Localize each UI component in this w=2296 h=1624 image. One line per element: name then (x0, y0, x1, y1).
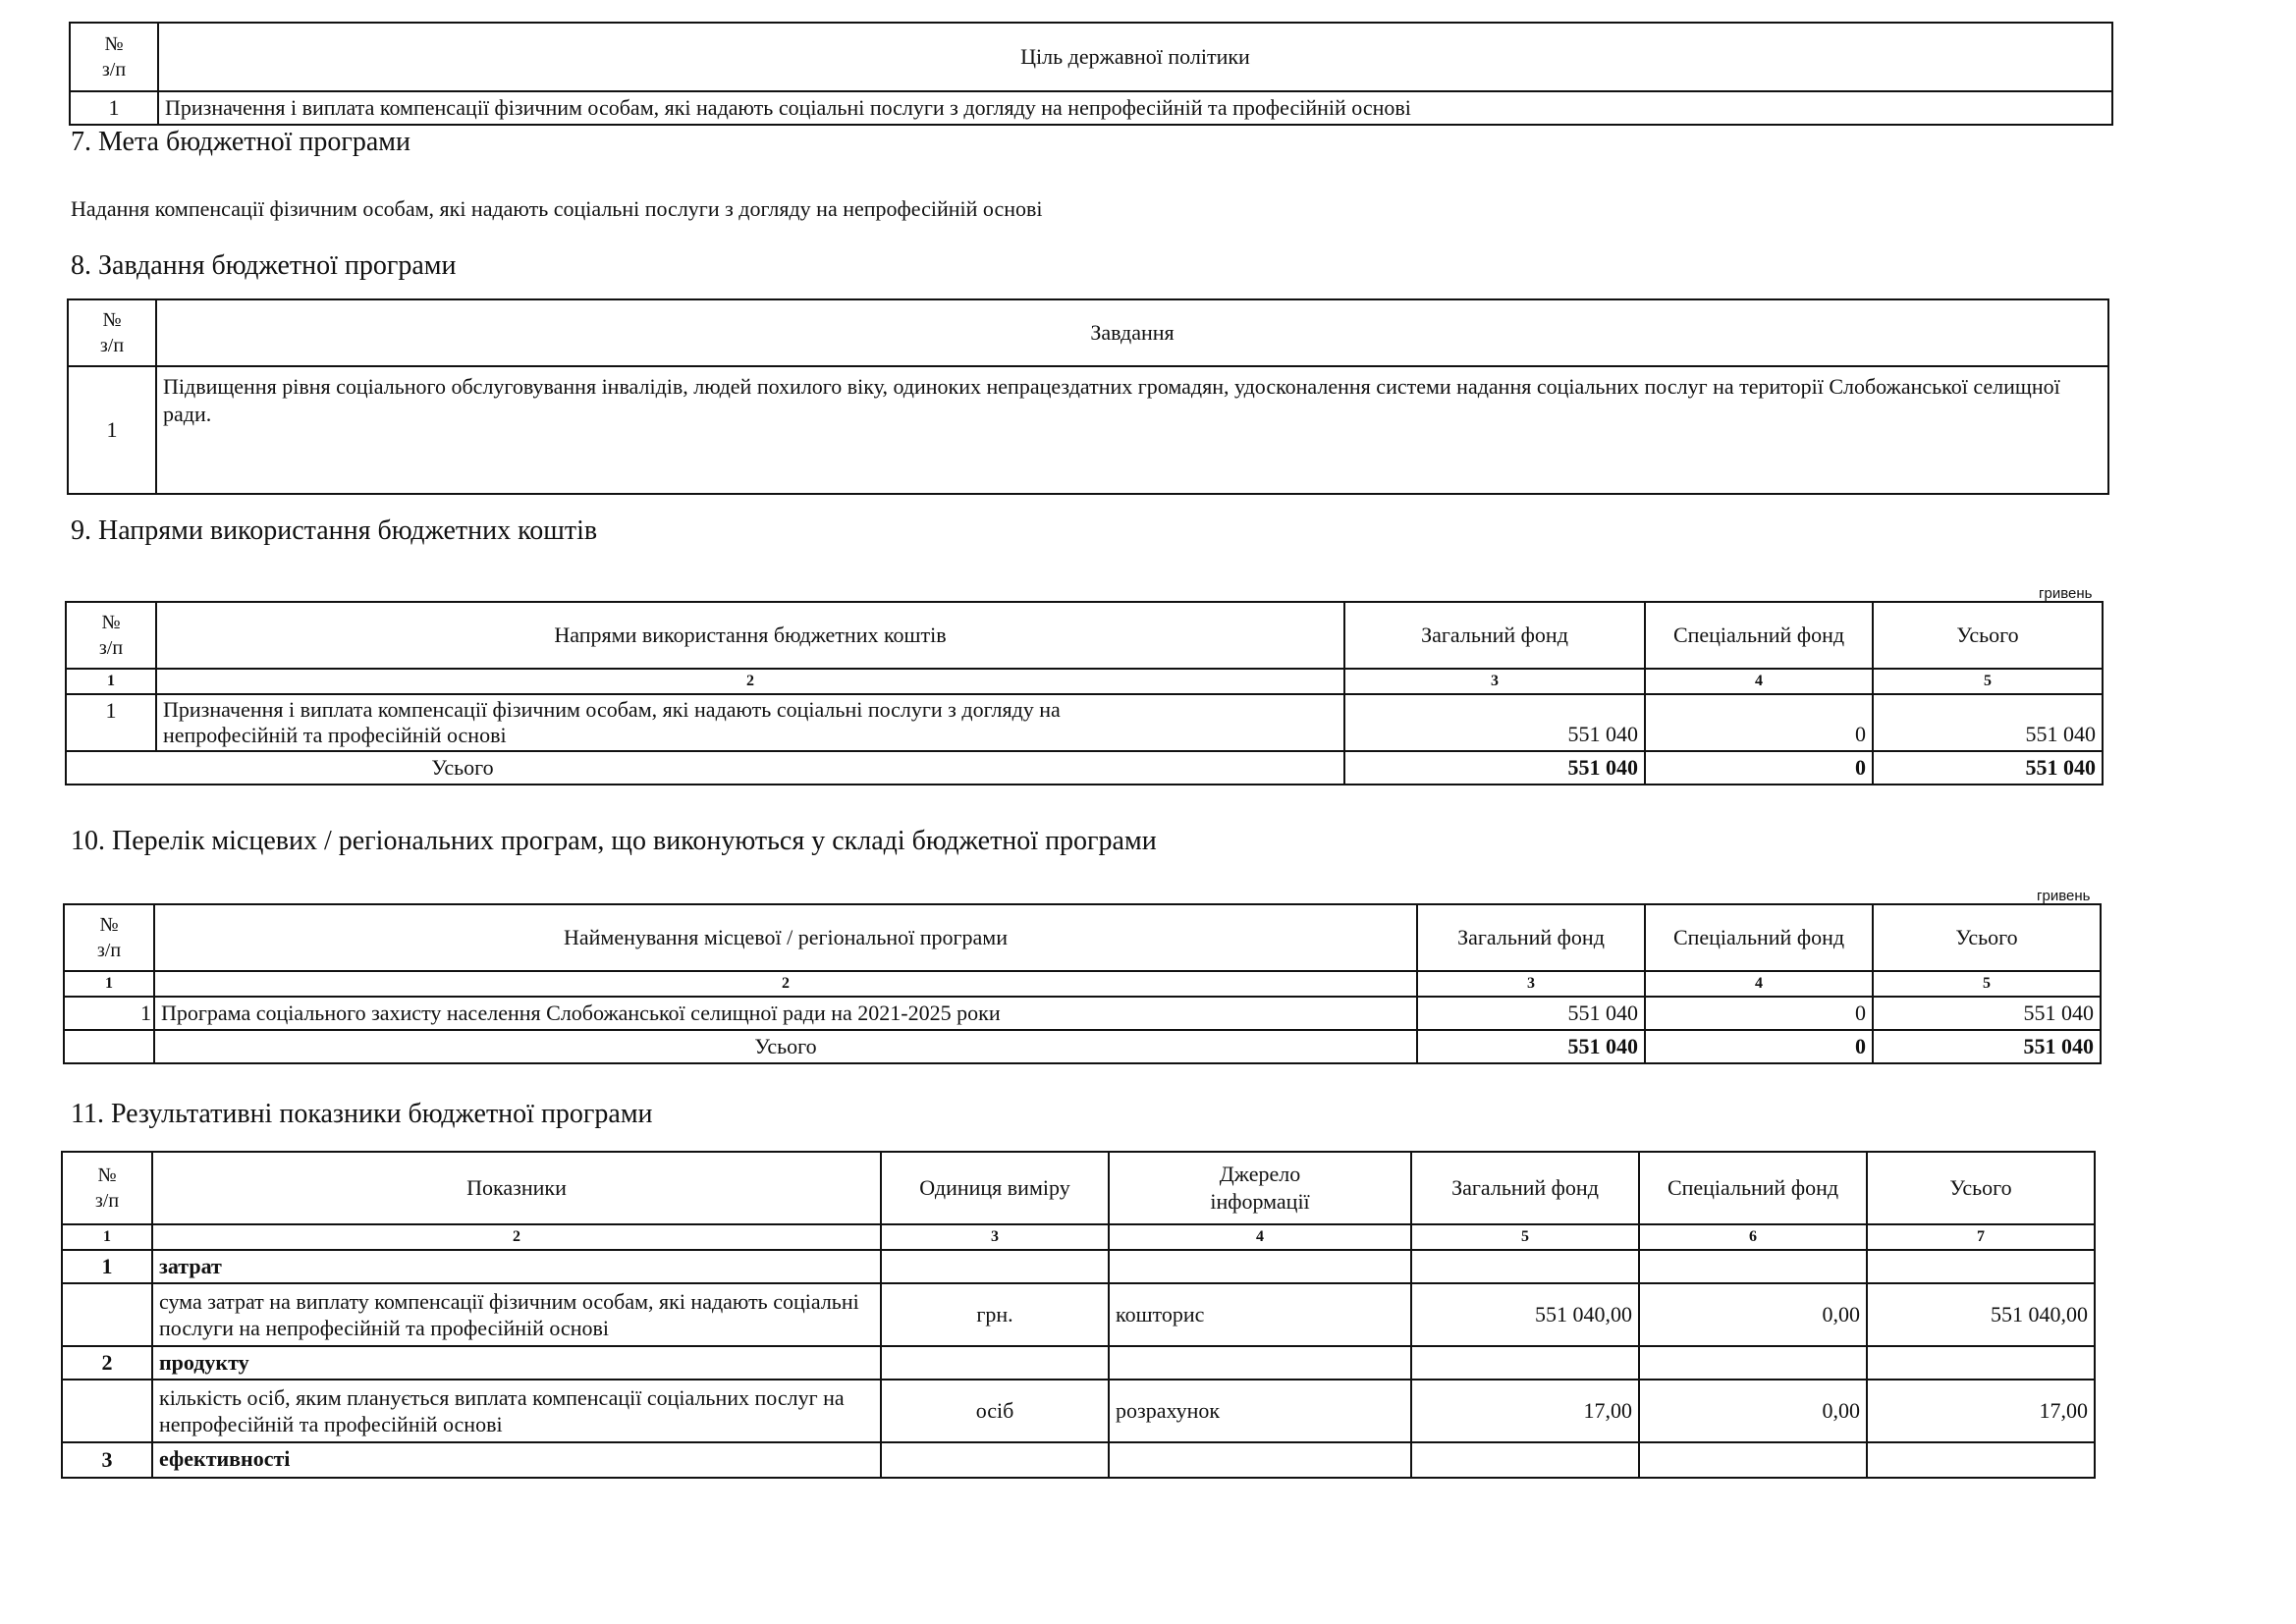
group-row (62, 1442, 2095, 1478)
col-number: 1 (64, 971, 154, 997)
col-number: 1 (66, 669, 156, 694)
total-no-cell (64, 1030, 154, 1063)
col-number: 5 (1411, 1224, 1639, 1250)
table-row (70, 91, 2112, 125)
row-total: 551 040 (1873, 997, 2101, 1030)
row-general-fund: 551 040 (1417, 997, 1645, 1030)
indicator-unit: осіб (881, 1380, 1109, 1442)
total-general-fund: 551 040 (1344, 751, 1645, 785)
col-number: 3 (1344, 669, 1645, 694)
group-name: затрат (152, 1250, 881, 1283)
total-total: 551 040 (1873, 1030, 2101, 1063)
col-number: 2 (156, 669, 1344, 694)
section-9-unit: гривень (2039, 585, 2093, 602)
section-10-title: 10. Перелік місцевих / регіональних програм, що виконуються у складі бюджетної програми (71, 826, 1157, 856)
indicator-source: кошторис (1109, 1283, 1411, 1346)
col-header-goal: Ціль державної політики (158, 23, 2112, 91)
indicator-general-fund: 551 040,00 (1411, 1283, 1639, 1346)
col-header-no: № з/п (64, 904, 154, 971)
col-header-special-fund: Спеціальний фонд (1645, 602, 1873, 669)
row-text: Підвищення рівня соціального обслуговування інвалідів, людей похилого віку, одиноких непрацездатних громадян, удосконалення системи надання соціальних послуг на території Слобожанської селищної ради. (156, 366, 2108, 494)
col-number: 4 (1109, 1224, 1411, 1250)
row-no: 1 (66, 694, 156, 751)
indicator-total: 551 040,00 (1867, 1283, 2095, 1346)
section-7-title: 7. Мета бюджетної програми (71, 127, 410, 157)
budget-directions-table (65, 601, 2104, 785)
col-header-direction: Напрями використання бюджетних коштів (156, 602, 1344, 669)
col-number: 5 (1873, 971, 2101, 997)
tasks-table (67, 298, 2109, 495)
col-number: 2 (152, 1224, 881, 1250)
group-no: 3 (62, 1442, 152, 1478)
row-total: 551 040 (1873, 694, 2103, 751)
row-text: Призначення і виплата компенсації фізичним особам, які надають соціальні послуги з догляду на непрофесійній та професійній основі (156, 694, 1344, 751)
col-header-general-fund: Загальний фонд (1344, 602, 1645, 669)
indicator-text: сума затрат на виплату компенсації фізичним особам, які надають соціальні послуги на непрофесійній та професійній основі (152, 1283, 881, 1346)
col-header-indicators: Показники (152, 1152, 881, 1224)
col-header-program-name: Найменування місцевої / регіональної програми (154, 904, 1417, 971)
row-special-fund: 0 (1645, 694, 1873, 751)
group-name: ефективності (152, 1442, 881, 1478)
table-row (66, 694, 2103, 751)
total-general-fund: 551 040 (1417, 1030, 1645, 1063)
indicator-total: 17,00 (1867, 1380, 2095, 1442)
section-11-title: 11. Результативні показники бюджетної програми (71, 1099, 653, 1129)
table-row (68, 366, 2108, 494)
table-row (64, 997, 2101, 1030)
col-header-total: Усього (1873, 602, 2103, 669)
col-header-no: № з/п (62, 1152, 152, 1224)
policy-goal-table (69, 22, 2113, 126)
row-no: 1 (64, 997, 154, 1030)
col-number: 3 (881, 1224, 1109, 1250)
indicator-text: кількість осіб, яким планується виплата компенсації соціальних послуг на непрофесійній та професійній основі (152, 1380, 881, 1442)
col-number: 2 (154, 971, 1417, 997)
indicator-special-fund: 0,00 (1639, 1283, 1867, 1346)
col-header-total: Усього (1873, 904, 2101, 971)
group-row (62, 1346, 2095, 1380)
group-name: продукту (152, 1346, 881, 1380)
indicator-unit: грн. (881, 1283, 1109, 1346)
col-header-unit: Одиниця виміру (881, 1152, 1109, 1224)
section-10-unit: гривень (2037, 888, 2091, 904)
group-no: 1 (62, 1250, 152, 1283)
row-no: 1 (68, 366, 156, 494)
col-number: 4 (1645, 971, 1873, 997)
row-text: Призначення і виплата компенсації фізичним особам, які надають соціальні послуги з догляду на непрофесійній та професійній основі (158, 91, 2112, 125)
total-special-fund: 0 (1645, 1030, 1873, 1063)
col-header-no: № з/п (70, 23, 158, 91)
col-header-no: № з/п (68, 299, 156, 366)
col-header-task: Завдання (156, 299, 2108, 366)
total-row (66, 751, 2103, 785)
column-numbers-row (66, 669, 2103, 694)
total-row (64, 1030, 2101, 1063)
group-no: 2 (62, 1346, 152, 1380)
indicator-source: розрахунок (1109, 1380, 1411, 1442)
col-header-total: Усього (1867, 1152, 2095, 1224)
indicator-general-fund: 17,00 (1411, 1380, 1639, 1442)
section-7-text: Надання компенсації фізичним особам, які надають соціальні послуги з догляду на непрофесійній основі (71, 196, 1043, 221)
col-header-source: Джерело інформації (1109, 1152, 1411, 1224)
section-8-title: 8. Завдання бюджетної програми (71, 250, 457, 281)
total-label: Усього (154, 1030, 1417, 1063)
col-number: 1 (62, 1224, 152, 1250)
col-header-special-fund: Спеціальний фонд (1645, 904, 1873, 971)
column-numbers-row (62, 1224, 2095, 1250)
group-row (62, 1250, 2095, 1283)
indicator-special-fund: 0,00 (1639, 1380, 1867, 1442)
performance-indicators-table (61, 1151, 2096, 1479)
col-header-general-fund: Загальний фонд (1417, 904, 1645, 971)
col-number: 6 (1639, 1224, 1867, 1250)
row-general-fund: 551 040 (1344, 694, 1645, 751)
table-row (62, 1380, 2095, 1442)
column-numbers-row (64, 971, 2101, 997)
row-no: 1 (70, 91, 158, 125)
col-number: 5 (1873, 669, 2103, 694)
col-header-special-fund: Спеціальний фонд (1639, 1152, 1867, 1224)
col-number: 4 (1645, 669, 1873, 694)
col-header-no: № з/п (66, 602, 156, 669)
col-number: 3 (1417, 971, 1645, 997)
total-label: Усього (66, 751, 1344, 785)
section-9-title: 9. Напрями використання бюджетних коштів (71, 515, 598, 546)
row-special-fund: 0 (1645, 997, 1873, 1030)
col-number: 7 (1867, 1224, 2095, 1250)
regional-programs-table (63, 903, 2102, 1064)
total-total: 551 040 (1873, 751, 2103, 785)
col-header-general-fund: Загальний фонд (1411, 1152, 1639, 1224)
total-special-fund: 0 (1645, 751, 1873, 785)
row-text: Програма соціального захисту населення Слобожанської селищної ради на 2021-2025 роки (154, 997, 1417, 1030)
table-row (62, 1283, 2095, 1346)
